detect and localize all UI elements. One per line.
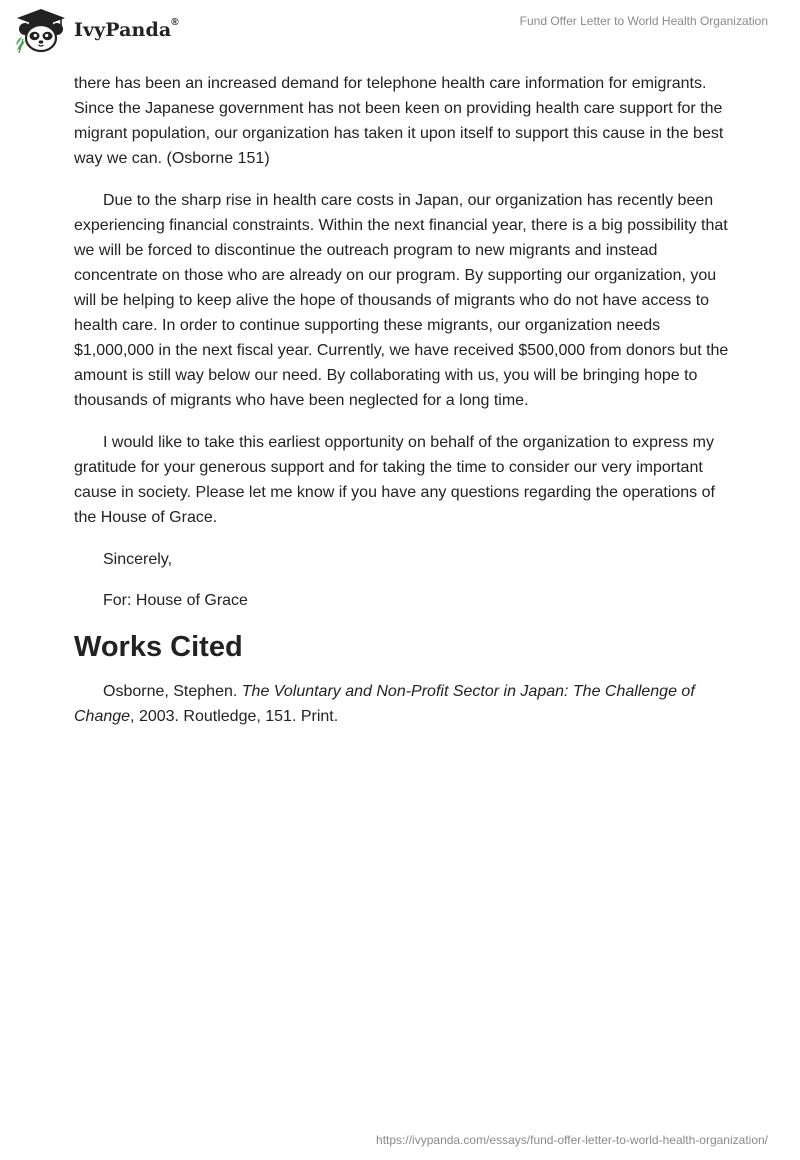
closing-salutation: Sincerely, [103, 551, 173, 568]
citation-author: Osborne, Stephen. [103, 683, 242, 700]
logo-wordmark: IvyPanda® [74, 17, 179, 41]
paragraph-financial-constraints: Due to the sharp rise in health care costs in Japan, our organization has recently been experiencing financial constraints. Within the next financial year, there is a big possibility that we will be forced to discontinue the outreach program to new migrants and instead concentrate on those who are already on our program. By supporting our organization, you will be helping to keep alive the hope of thousands of migrants who do not have access to health care. In order to continue supporting these migrants, our organization needs $1,000,000 in the next fiscal year. Currently, we have received $500,000 from donors but the amount is still way below our need. By collaborating with us, you will be bringing hope to thousands of migrants who have been neglected for a long time. [74, 192, 729, 409]
source-url[interactable]: https://ivypanda.com/essays/fund-offer-letter-to-world-health-organization/ [376, 1133, 768, 1147]
signature-line: For: House of Grace [103, 592, 248, 609]
ivypanda-logo[interactable] [13, 7, 179, 53]
panda-graduate-icon [13, 7, 69, 53]
works-cited-heading: Works Cited [74, 631, 243, 663]
citation-details: , 2003. Routledge, 151. Print. [130, 708, 339, 725]
document-title: Fund Offer Letter to World Health Organization [519, 14, 768, 28]
citation-entry [74, 679, 730, 729]
paragraph-gratitude: I would like to take this earliest opportunity on behalf of the organization to express my gratitude for your generous support and for taking the time to consider our very important cause in society. Please let me know if you have any questions regarding the operations of the House of Grace. [74, 434, 715, 526]
page-header [0, 0, 800, 62]
document-body [74, 71, 730, 746]
paragraph-continued: there has been an increased demand for telephone health care information for emigrants. Since the Japanese government has not been keen on providing health care support for the migrant population, our organization has taken it upon itself to support this cause in the best way we can. (Osborne 151) [74, 75, 724, 167]
citation-title: The Voluntary and Non-Profit Sector in Japan: The Challenge of Change [74, 683, 695, 725]
